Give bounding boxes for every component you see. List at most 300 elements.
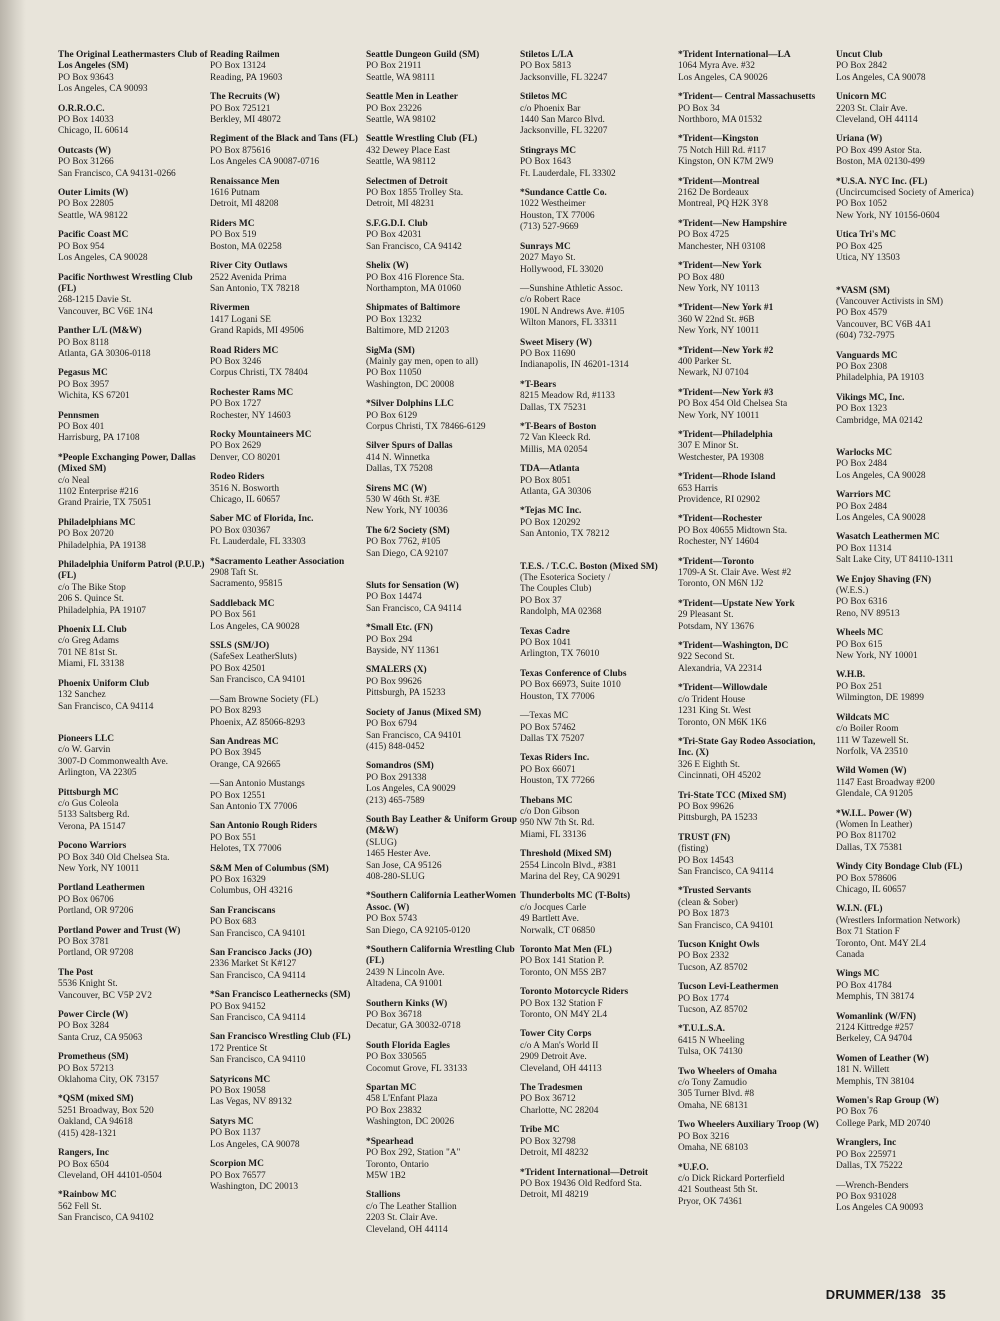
address-line: Las Vegas, NV 89132 <box>210 1097 292 1108</box>
directory-entry <box>678 683 830 729</box>
address-line: Orange, CA 92665 <box>210 759 281 770</box>
club-name: Rocky Mountaineers MC <box>210 429 312 440</box>
directory-entry <box>836 1054 988 1088</box>
club-name: Warlocks MC <box>836 447 892 458</box>
club-name: *People Exchanging Power, Dallas (Mixed SM) <box>58 452 196 475</box>
directory-entry <box>366 303 518 337</box>
club-name: San Antonio Rough Riders <box>210 821 318 832</box>
address-line: Washington, DC 20013 <box>210 1181 299 1192</box>
club-name: *Trident—New Hampshire <box>678 218 787 229</box>
directory-entry <box>520 711 672 745</box>
club-name: Tucson Knight Owls <box>678 940 760 950</box>
address-line: Newark, NJ 07104 <box>678 368 749 379</box>
club-name: *Trident—Toronto <box>678 556 754 567</box>
address-line: Northampton, MA 01060 <box>366 283 462 294</box>
address-line: 2124 Kittredge #257 <box>836 1023 914 1034</box>
address-line: PO Box 1052 <box>836 199 888 210</box>
address-line: 400 Parker St. <box>678 356 732 367</box>
address-line: PO Box 1643 <box>520 157 572 168</box>
address-line: PO Box 76 <box>836 1107 878 1118</box>
directory-entry <box>520 146 672 180</box>
address-line: 1709-A St. Clair Ave. West #2 <box>678 568 792 579</box>
address-line: Millis, MA 02054 <box>520 444 588 455</box>
address-line: Westchester, PA 19308 <box>678 452 764 463</box>
address-line: Seattle, WA 98102 <box>366 115 436 126</box>
directory-entry <box>678 1163 830 1209</box>
address-line: Tucson, AZ 85702 <box>678 962 748 973</box>
club-name: Women's Rap Group (W) <box>836 1096 939 1107</box>
club-name: San Franciscans <box>210 905 276 916</box>
address-line: c/o Phoenix Bar <box>520 103 581 114</box>
directory-entry <box>836 92 988 126</box>
club-name: *Southern California Wrestling Club (FL) <box>366 945 515 967</box>
address-line: 2336 Market St K#127 <box>210 959 297 970</box>
address-line: Los Angeles, CA 90078 <box>210 1139 300 1150</box>
club-name: Two Wheelers of Omaha <box>678 1066 777 1077</box>
address-line: Boston, MA 02258 <box>210 241 282 252</box>
address-line: The Couples Club) <box>520 584 592 595</box>
club-name: *T-Bears of Boston <box>520 421 597 432</box>
directory-entry <box>58 1010 210 1044</box>
address-line: Cocomut Grove, FL 33133 <box>366 1063 468 1074</box>
directory-entry <box>58 104 210 138</box>
directory-entry <box>520 987 672 1021</box>
directory-entry <box>520 669 672 703</box>
address-line: Washington, DC 20026 <box>366 1117 455 1128</box>
address-line: c/o The Bike Stop <box>58 582 126 593</box>
club-name: Stingrays MC <box>520 145 576 156</box>
address-line: Boston, MA 02130-499 <box>836 157 925 168</box>
address-line: c/o Gus Coleola <box>58 798 119 809</box>
directory-entry <box>210 948 362 982</box>
address-line: —Sam Browne Society (FL) <box>210 694 319 705</box>
directory-entry <box>678 388 830 422</box>
address-line: Wilton Manors, FL 33311 <box>520 318 618 329</box>
address-line: Seattle, WA 98112 <box>366 157 436 168</box>
club-name: Stiletos MC <box>520 92 568 103</box>
directory-column <box>836 50 988 1223</box>
address-line: Los Angeles, CA 90093 <box>58 84 148 95</box>
address-line: PO Box 6504 <box>58 1159 110 1170</box>
address-line: PO Box 76577 <box>210 1170 266 1181</box>
address-line: —Wrench-Benders <box>836 1180 909 1191</box>
directory-entry <box>520 50 672 84</box>
club-name: *Rainbow MC <box>58 1190 117 1201</box>
address-line: PO Box 42501 <box>210 663 266 674</box>
address-line: 2554 Lincoln Blvd., #381 <box>520 860 617 871</box>
club-name: Wings MC <box>836 969 880 980</box>
address-line: 111 W Tazewell St. <box>836 735 909 746</box>
club-name: *Sundance Cattle Co. <box>520 188 607 199</box>
address-line: Houston, TX 77006 <box>520 691 595 702</box>
directory-entry <box>58 883 210 917</box>
address-line: PO Box 251 <box>836 681 883 692</box>
club-name: Sweet Misery (W) <box>520 337 592 348</box>
address-line: New York, NY 10156-0604 <box>836 210 940 221</box>
club-name: Texas Riders Inc. <box>520 753 590 764</box>
address-line: San Francisco, CA 94114 <box>678 866 774 877</box>
address-line: 5133 Saltsberg Rd. <box>58 810 130 821</box>
address-line: College Park, MD 20740 <box>836 1118 931 1129</box>
directory-entry <box>58 788 210 834</box>
address-line: PO Box 3781 <box>58 937 110 947</box>
address-line: San Francisco, CA 94102 <box>58 1213 154 1224</box>
club-name: Power Circle (W) <box>58 1010 128 1021</box>
club-name: *Tejas MC Inc. <box>520 506 582 517</box>
address-line: PO Box 22805 <box>58 199 114 210</box>
directory-entry <box>58 926 210 960</box>
address-line: Northboro, MA 01532 <box>678 115 763 126</box>
club-name: Somandros (SM) <box>366 761 434 772</box>
club-name: *Trident—Rochester <box>678 514 763 525</box>
publication-name: DRUMMER/138 <box>825 1287 922 1302</box>
address-line: PO Box 42031 <box>366 230 422 241</box>
directory-entry <box>58 841 210 875</box>
address-line: PO Box 99626 <box>366 676 422 687</box>
club-name: Reading Railmen <box>210 50 280 60</box>
club-name: Tucson Levi-Leathermen <box>678 982 779 993</box>
address-line: PO Box 330565 <box>366 1052 427 1063</box>
address-line: 2522 Avenida Prima <box>210 272 287 283</box>
address-line: PO Box 6794 <box>366 719 418 730</box>
directory-entry <box>210 1159 362 1193</box>
club-name: *Trident—Philadelphia <box>678 429 773 440</box>
directory-entry <box>678 50 830 84</box>
address-line: PO Box 3284 <box>58 1021 110 1032</box>
directory-entry <box>366 1083 518 1129</box>
address-line: PO Box 1323 <box>836 404 888 415</box>
address-line: 2203 St. Clair Ave. <box>366 1213 438 1224</box>
address-line: Baltimore, MD 21203 <box>366 326 450 337</box>
address-line: Los Angeles, CA 90028 <box>836 470 926 481</box>
directory-entry <box>836 230 988 264</box>
address-line: San Francisco, CA 94142 <box>366 241 462 252</box>
address-line: PO Box 340 Old Chelsea Sta. <box>58 852 170 863</box>
address-line: 1147 East Broadway #200 <box>836 777 935 788</box>
club-name: *Trident—Willowdale <box>678 683 768 694</box>
address-line: c/o Jocques Carle <box>520 902 587 913</box>
directory-entry <box>678 557 830 591</box>
address-line: Atlanta, GA 30306 <box>520 487 592 497</box>
directory-entry <box>366 92 518 126</box>
club-name: Utica Tri's MC <box>836 230 897 241</box>
address-line: PO Box 14474 <box>366 592 422 603</box>
address-line: PO Box 21911 <box>366 61 422 72</box>
address-line: PO Box 19436 Old Redford Sta. <box>520 1178 642 1189</box>
directory-entry <box>366 346 518 392</box>
directory-entry <box>678 1067 830 1113</box>
address-line: Detroit, MI 48208 <box>210 199 279 210</box>
address-line: San Diego, CA 92105-0120 <box>366 925 471 936</box>
club-name: Wranglers, Inc <box>836 1138 897 1149</box>
directory-entry <box>678 982 830 1016</box>
address-line: 2908 Taft St. <box>210 568 259 579</box>
directory-entry <box>210 695 362 729</box>
club-name: Texas Conference of Clubs <box>520 668 627 679</box>
address-line: Philadelphia, PA 19103 <box>836 373 924 384</box>
address-line: PO Box 2332 <box>678 951 730 962</box>
directory-column <box>520 50 672 1210</box>
address-line: Los Angeles, CA 90026 <box>678 72 768 83</box>
address-line: 1465 Hester Ave. <box>366 849 431 860</box>
address-line: —Texas MC <box>520 711 569 722</box>
directory-entry <box>678 134 830 168</box>
address-line: Salt Lake City, UT 84110-1311 <box>836 555 954 566</box>
address-line: PO Box 030367 <box>210 525 271 536</box>
address-line: PO Box 66071 <box>520 764 576 775</box>
address-line: PO Box 141 Station P. <box>520 956 605 967</box>
club-name: Spartan MC <box>366 1083 417 1094</box>
address-line: PO Box 294 <box>366 634 413 645</box>
address-line: Norfolk, VA 23510 <box>836 746 908 757</box>
address-line: Harrisburg, PA 17108 <box>58 433 140 444</box>
address-line: PO Box 1041 <box>520 638 572 649</box>
address-line: c/o The Leather Stallion <box>366 1201 457 1212</box>
address-line: 701 NE 81st St. <box>58 647 118 658</box>
address-line: Helotes, TX 77006 <box>210 844 282 855</box>
club-name: Pacific Coast MC <box>58 230 129 241</box>
address-line: San Francisco, CA 94101 <box>210 928 306 939</box>
club-name: Uncut Club <box>836 50 883 60</box>
club-name: Society of Janus (Mixed SM) <box>366 707 482 718</box>
address-line: Chicago, IL 60657 <box>836 884 907 895</box>
address-line: Santa Cruz, CA 95063 <box>58 1032 143 1043</box>
address-line: Los Angeles CA 90093 <box>836 1203 924 1214</box>
club-name: Women of Leather (W) <box>836 1053 929 1064</box>
address-line: PO Box 19058 <box>210 1086 266 1097</box>
club-name: Uriana (W) <box>836 134 883 145</box>
address-line: San Antonio, TX 78212 <box>520 529 610 540</box>
directory-column <box>678 50 830 1216</box>
address-line: Memphis, TN 38104 <box>836 1076 915 1087</box>
directory-entry <box>678 472 830 506</box>
address-line: PO Box 401 <box>58 421 105 432</box>
address-line: 172 Prentice St <box>210 1043 268 1054</box>
address-line: San Diego, CA 92107 <box>366 548 449 559</box>
club-name: Saber MC of Florida, Inc. <box>210 514 314 525</box>
address-line: Cleveland, OH 44113 <box>520 1063 602 1074</box>
address-line: Omaha, NE 68103 <box>678 1143 749 1154</box>
directory-entry <box>366 815 518 883</box>
address-line: Montreal, PQ H2K 3Y8 <box>678 199 769 210</box>
address-line: Cleveland, OH 44114 <box>366 1224 448 1235</box>
club-name: *Trident International—Detroit <box>520 1167 649 1178</box>
address-line: Houston, TX 77266 <box>520 776 595 787</box>
directory-entry <box>678 92 830 126</box>
directory-entry <box>210 737 362 771</box>
directory-entry <box>210 906 362 940</box>
directory-entry <box>210 1117 362 1151</box>
address-line: Marina del Rey, CA 90291 <box>520 871 621 882</box>
club-name: Sluts for Sensation (W) <box>366 581 459 592</box>
directory-entry <box>58 146 210 180</box>
address-line: PO Box 454 Old Chelsea Sta <box>678 399 788 410</box>
address-line: Canada <box>836 950 865 960</box>
address-line: Reno, NV 89513 <box>836 608 900 619</box>
directory-entry <box>366 177 518 211</box>
directory-entry <box>836 1138 988 1172</box>
club-name: Wasatch Leathermen MC <box>836 532 940 543</box>
page-footer <box>826 1287 946 1302</box>
club-name: Silver Spurs of Dallas <box>366 441 453 452</box>
club-name: *U.F.O. <box>678 1162 709 1173</box>
address-line: Los Angeles, CA 90028 <box>836 513 926 523</box>
directory-entry <box>678 833 830 879</box>
club-name: Portland Leathermen <box>58 883 145 894</box>
directory-column <box>210 50 362 1201</box>
club-name: Pegasus MC <box>58 368 108 379</box>
page-binding-shadow <box>0 0 26 1321</box>
club-name: *Small Etc. (FN) <box>366 623 433 634</box>
club-name: Pennsmen <box>58 410 100 421</box>
directory-entry <box>210 821 362 855</box>
address-line: Denver, CO 80201 <box>210 452 281 463</box>
club-name: *Trusted Servants <box>678 886 752 897</box>
address-line: Tucson, AZ 85702 <box>678 1005 748 1016</box>
directory-entry <box>520 464 672 498</box>
directory-entry <box>366 665 518 699</box>
address-line: 6415 N Wheeling <box>678 1035 745 1046</box>
directory-entry <box>520 945 672 979</box>
address-line: M5W 1B2 <box>366 1170 406 1181</box>
directory-entry <box>836 670 988 704</box>
directory-entry <box>678 177 830 211</box>
address-line: PO Box 2308 <box>836 361 888 372</box>
address-line: 360 W 22nd St. #6B <box>678 314 755 325</box>
club-name: South Florida Eagles <box>366 1040 450 1051</box>
address-line: Vancouver, BC V6E 1N4 <box>58 306 153 317</box>
address-line: Oakland, CA 94618 <box>58 1117 133 1128</box>
club-name: Road Riders MC <box>210 345 279 356</box>
address-line: PO Box 2842 <box>836 61 888 72</box>
address-line: San Francisco, CA 94114 <box>58 701 154 712</box>
directory-entry <box>520 1168 672 1202</box>
address-line: Ft. Lauderdale, FL 33302 <box>520 168 616 179</box>
directory-entry <box>366 50 518 84</box>
directory-entry <box>678 886 830 932</box>
directory-entry <box>58 734 210 780</box>
club-name: Philadelphians MC <box>58 517 136 528</box>
address-line: Toronto, Ontario <box>366 1159 429 1170</box>
address-line: c/o Boiler Room <box>836 724 899 735</box>
address-line: Wilmington, DE 19899 <box>836 693 924 704</box>
directory-entry <box>366 945 518 991</box>
directory-entry <box>58 560 210 617</box>
directory-entry <box>520 1083 672 1117</box>
address-line: PO Box 683 <box>210 917 257 928</box>
club-name: Rodeo Riders <box>210 472 265 483</box>
directory-entry <box>520 380 672 414</box>
directory-entry <box>520 92 672 138</box>
directory-entry <box>836 490 988 524</box>
directory-entry <box>58 1190 210 1224</box>
address-line: PO Box 931028 <box>836 1191 897 1202</box>
address-line: Cleveland, OH 44114 <box>836 115 918 126</box>
directory-entry <box>678 261 830 295</box>
directory-entry <box>520 284 672 330</box>
address-line: 1417 Logani SE <box>210 314 271 325</box>
address-line: PO Box 2629 <box>210 441 262 452</box>
address-line: Chicago, IL 60657 <box>210 495 281 505</box>
club-name: Pocono Warriors <box>58 841 127 852</box>
club-name: *Trident—New York #3 <box>678 387 774 398</box>
address-line: PO Box 615 <box>836 639 883 650</box>
club-name: TRUST (FN) <box>678 832 731 843</box>
club-name: Unicorn MC <box>836 92 887 103</box>
directory-entry <box>210 1075 362 1109</box>
address-line: 29 Pleasant St. <box>678 610 734 621</box>
address-line: San Francisco, CA 94101 <box>678 920 774 931</box>
address-line: New York, NY 10011 <box>678 326 760 337</box>
address-line: PO Box 519 <box>210 230 257 241</box>
club-name: Selectmen of Detroit <box>366 176 448 187</box>
address-line: Dallas, TX 75208 <box>366 464 433 475</box>
address-line: 132 Sanchez <box>58 690 106 701</box>
address-line: PO Box 13232 <box>366 314 422 325</box>
directory-entry <box>678 1024 830 1058</box>
address-line: c/o Tony Zamudio <box>678 1078 747 1089</box>
directory-entry <box>366 1190 518 1236</box>
directory-entry <box>836 177 988 223</box>
club-name: *Trident—Upstate New York <box>678 598 795 609</box>
club-name: Seattle Wrestling Club (FL) <box>366 134 478 145</box>
club-name: Sirens MC (W) <box>366 483 427 494</box>
directory-entry <box>210 50 362 84</box>
directory-entry <box>210 346 362 380</box>
address-line: PO Box 14033 <box>58 115 114 126</box>
address-line: Ft. Lauderdale, FL 33303 <box>210 537 306 548</box>
club-name: *Trident—New York #2 <box>678 345 774 356</box>
address-line: PO Box 57462 <box>520 722 576 733</box>
directory-entry <box>836 766 988 800</box>
directory-entry <box>836 351 988 385</box>
directory-column <box>58 50 210 1233</box>
address-line: PO Box 37 <box>520 595 562 606</box>
directory-entry <box>836 393 988 427</box>
directory-entry <box>520 753 672 787</box>
address-line: 8215 Meadow Rd, #1133 <box>520 391 615 402</box>
address-line: c/o Greg Adams <box>58 636 119 647</box>
club-name: W.I.N. (FL) <box>836 904 883 915</box>
address-line: Potsdam, NY 13676 <box>678 621 754 632</box>
address-line: PO Box 292, Station "A" <box>366 1148 461 1159</box>
address-line: New York, NY 10011 <box>678 410 760 421</box>
address-line: PO Box 120292 <box>520 517 581 528</box>
address-line: PO Box 499 Astor Sta. <box>836 145 922 156</box>
address-line: 2439 N Lincoln Ave. <box>366 967 445 978</box>
address-line: (Mainly gay men, open to all) <box>366 356 478 367</box>
address-line: Altadena, CA 91001 <box>366 979 443 990</box>
directory-entry <box>520 562 672 619</box>
club-name: Pittsburgh MC <box>58 787 119 798</box>
address-line: (Uncircumcised Society of America) <box>836 188 974 199</box>
address-line: Portland, OR 97208 <box>58 948 134 959</box>
address-line: Los Angeles, CA 90078 <box>836 72 926 83</box>
address-line: Jacksonville, FL 32247 <box>520 72 608 83</box>
address-line: Detroit, MI 48232 <box>520 1148 589 1159</box>
club-name: Two Wheelers Auxiliary Troop (W) <box>678 1120 819 1131</box>
directory-entry <box>210 303 362 337</box>
club-name: Seattle Men in Leather <box>366 92 458 103</box>
directory-entry <box>210 599 362 633</box>
address-line: Decatur, GA 30032-0718 <box>366 1021 461 1032</box>
address-line: San Jose, CA 95126 <box>366 860 442 871</box>
directory-entry <box>210 261 362 295</box>
address-line: Hollywood, FL 33020 <box>520 264 604 275</box>
directory-entry <box>210 1032 362 1066</box>
address-line: Jacksonville, FL 32207 <box>520 126 608 137</box>
club-name: *San Francisco Leathernecks (SM) <box>210 990 351 1001</box>
